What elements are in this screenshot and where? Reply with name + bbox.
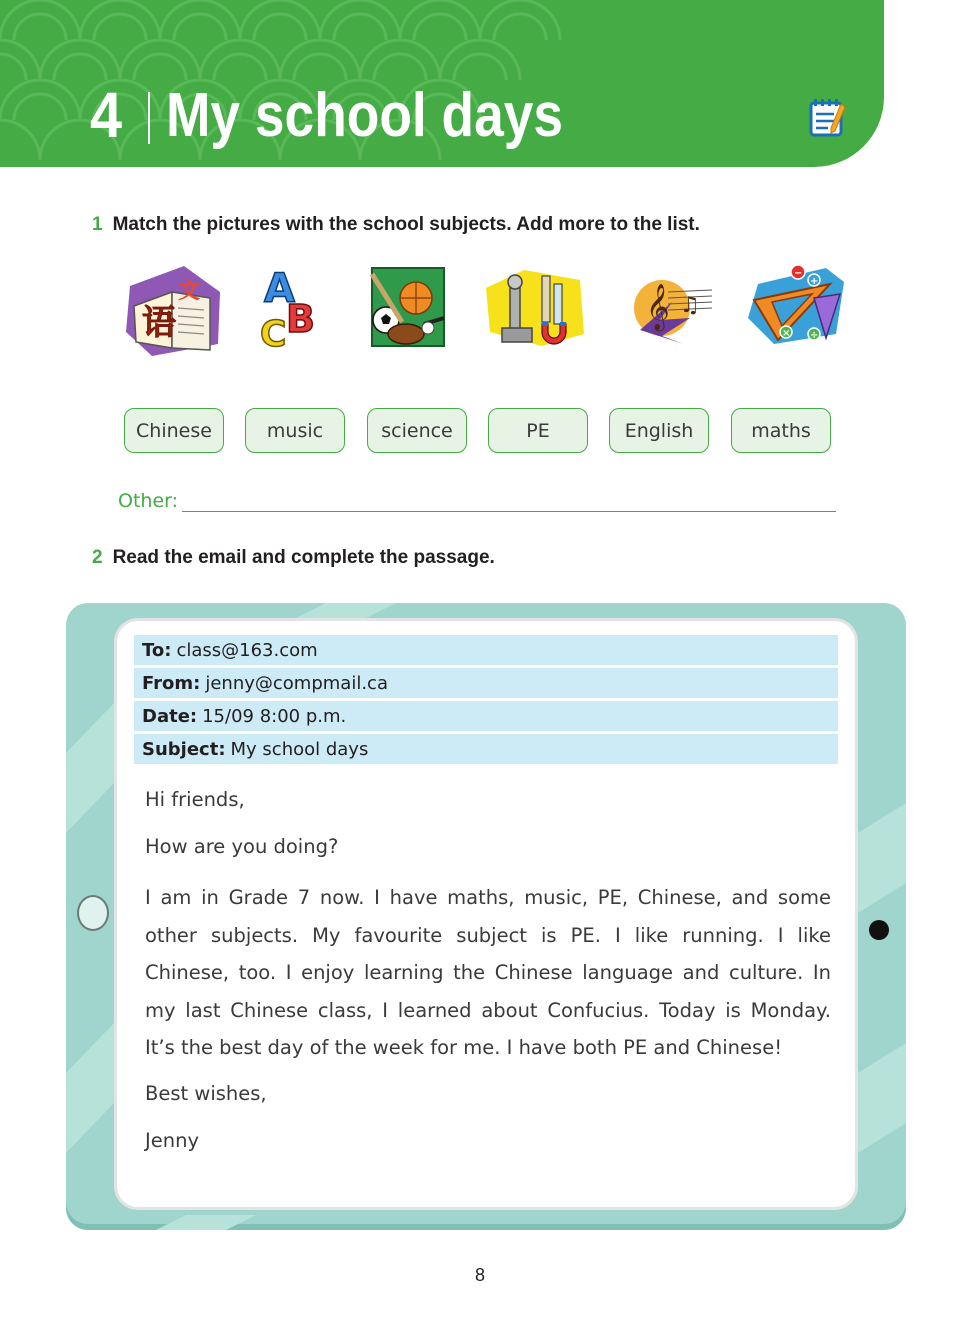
svg-text:×: × — [782, 328, 791, 339]
email-to-row — [134, 635, 838, 665]
svg-text:文: 文 — [178, 279, 201, 304]
exercise-2-number: 2 — [92, 547, 103, 568]
subject-chip-maths[interactable]: maths — [731, 408, 831, 453]
chinese-book-icon — [122, 262, 226, 358]
other-label: Other: — [118, 490, 179, 512]
subject-pictures — [118, 262, 854, 362]
email-paragraph: I am in Grade 7 now. I have maths, music, PE, Chinese, and some other subjects. My favourite subject is PE. I like running. I like Chinese, too. I enjoy learning the Chinese language and culture. In my last Chinese class, I learned about Confucius. Today is Monday. It’s the best day of the week for me. I have both PE and Chinese! — [145, 886, 831, 1059]
email-subject-label: Subject: — [142, 738, 226, 760]
email-from-row — [134, 668, 838, 698]
sports-balls-icon — [362, 262, 448, 358]
svg-text:−: − — [794, 268, 803, 279]
email-subject-row — [134, 734, 838, 764]
exercise-1-number: 1 — [92, 214, 103, 235]
email-signature: Jenny — [145, 1128, 200, 1152]
unit-banner — [0, 0, 884, 167]
email-to: class@163.com — [176, 639, 318, 661]
svg-text:♫: ♫ — [680, 293, 700, 318]
svg-text:C: C — [260, 314, 287, 355]
science-lab-icon — [484, 262, 588, 358]
svg-text:B: B — [286, 297, 315, 341]
tablet-device — [66, 603, 906, 1230]
email-subject: My school days — [230, 738, 369, 760]
exercise-2-instruction: Read the email and complete the passage. — [112, 547, 495, 568]
exercise-2-heading — [92, 547, 495, 569]
email-date-label: Date: — [142, 705, 198, 727]
subject-chip-english[interactable]: English — [609, 408, 709, 453]
unit-number: 4 — [90, 79, 123, 151]
tablet-home-button[interactable] — [77, 895, 109, 931]
subject-chip-science[interactable]: science — [367, 408, 467, 453]
music-notes-icon — [632, 262, 716, 358]
exercise-1-instruction: Match the pictures with the school subjects. Add more to the list. — [112, 214, 700, 235]
email-closing: Best wishes, — [145, 1081, 267, 1105]
svg-text:+: + — [810, 276, 819, 287]
svg-text:A: A — [264, 266, 295, 312]
abc-letters-icon — [258, 262, 328, 358]
svg-text:语: 语 — [142, 303, 176, 343]
email-line-1: How are you doing? — [145, 835, 339, 858]
email-date: 15/09 8:00 p.m. — [202, 705, 347, 727]
page-number: 8 — [474, 1265, 485, 1285]
email-from-label: From: — [142, 672, 201, 694]
email-screen — [114, 618, 858, 1210]
subject-chip-pe[interactable]: PE — [488, 408, 588, 453]
svg-text:𝄞: 𝄞 — [646, 284, 670, 330]
title-divider — [148, 92, 150, 144]
svg-text:÷: ÷ — [810, 330, 819, 341]
email-from: jenny@compmail.ca — [205, 672, 388, 694]
subject-chip-chinese[interactable]: Chinese — [124, 408, 224, 453]
email-header — [134, 635, 838, 767]
email-greeting: Hi friends, — [145, 788, 245, 811]
email-to-label: To: — [142, 639, 172, 661]
email-body — [145, 785, 831, 1173]
notebook-icon — [808, 98, 848, 138]
email-date-row — [134, 701, 838, 731]
other-answer-line[interactable] — [182, 511, 836, 512]
subject-chip-music[interactable]: music — [245, 408, 345, 453]
unit-title: My school days — [166, 81, 564, 150]
maths-tools-icon — [744, 262, 848, 358]
exercise-1-heading — [92, 214, 700, 236]
tablet-camera — [869, 920, 889, 940]
